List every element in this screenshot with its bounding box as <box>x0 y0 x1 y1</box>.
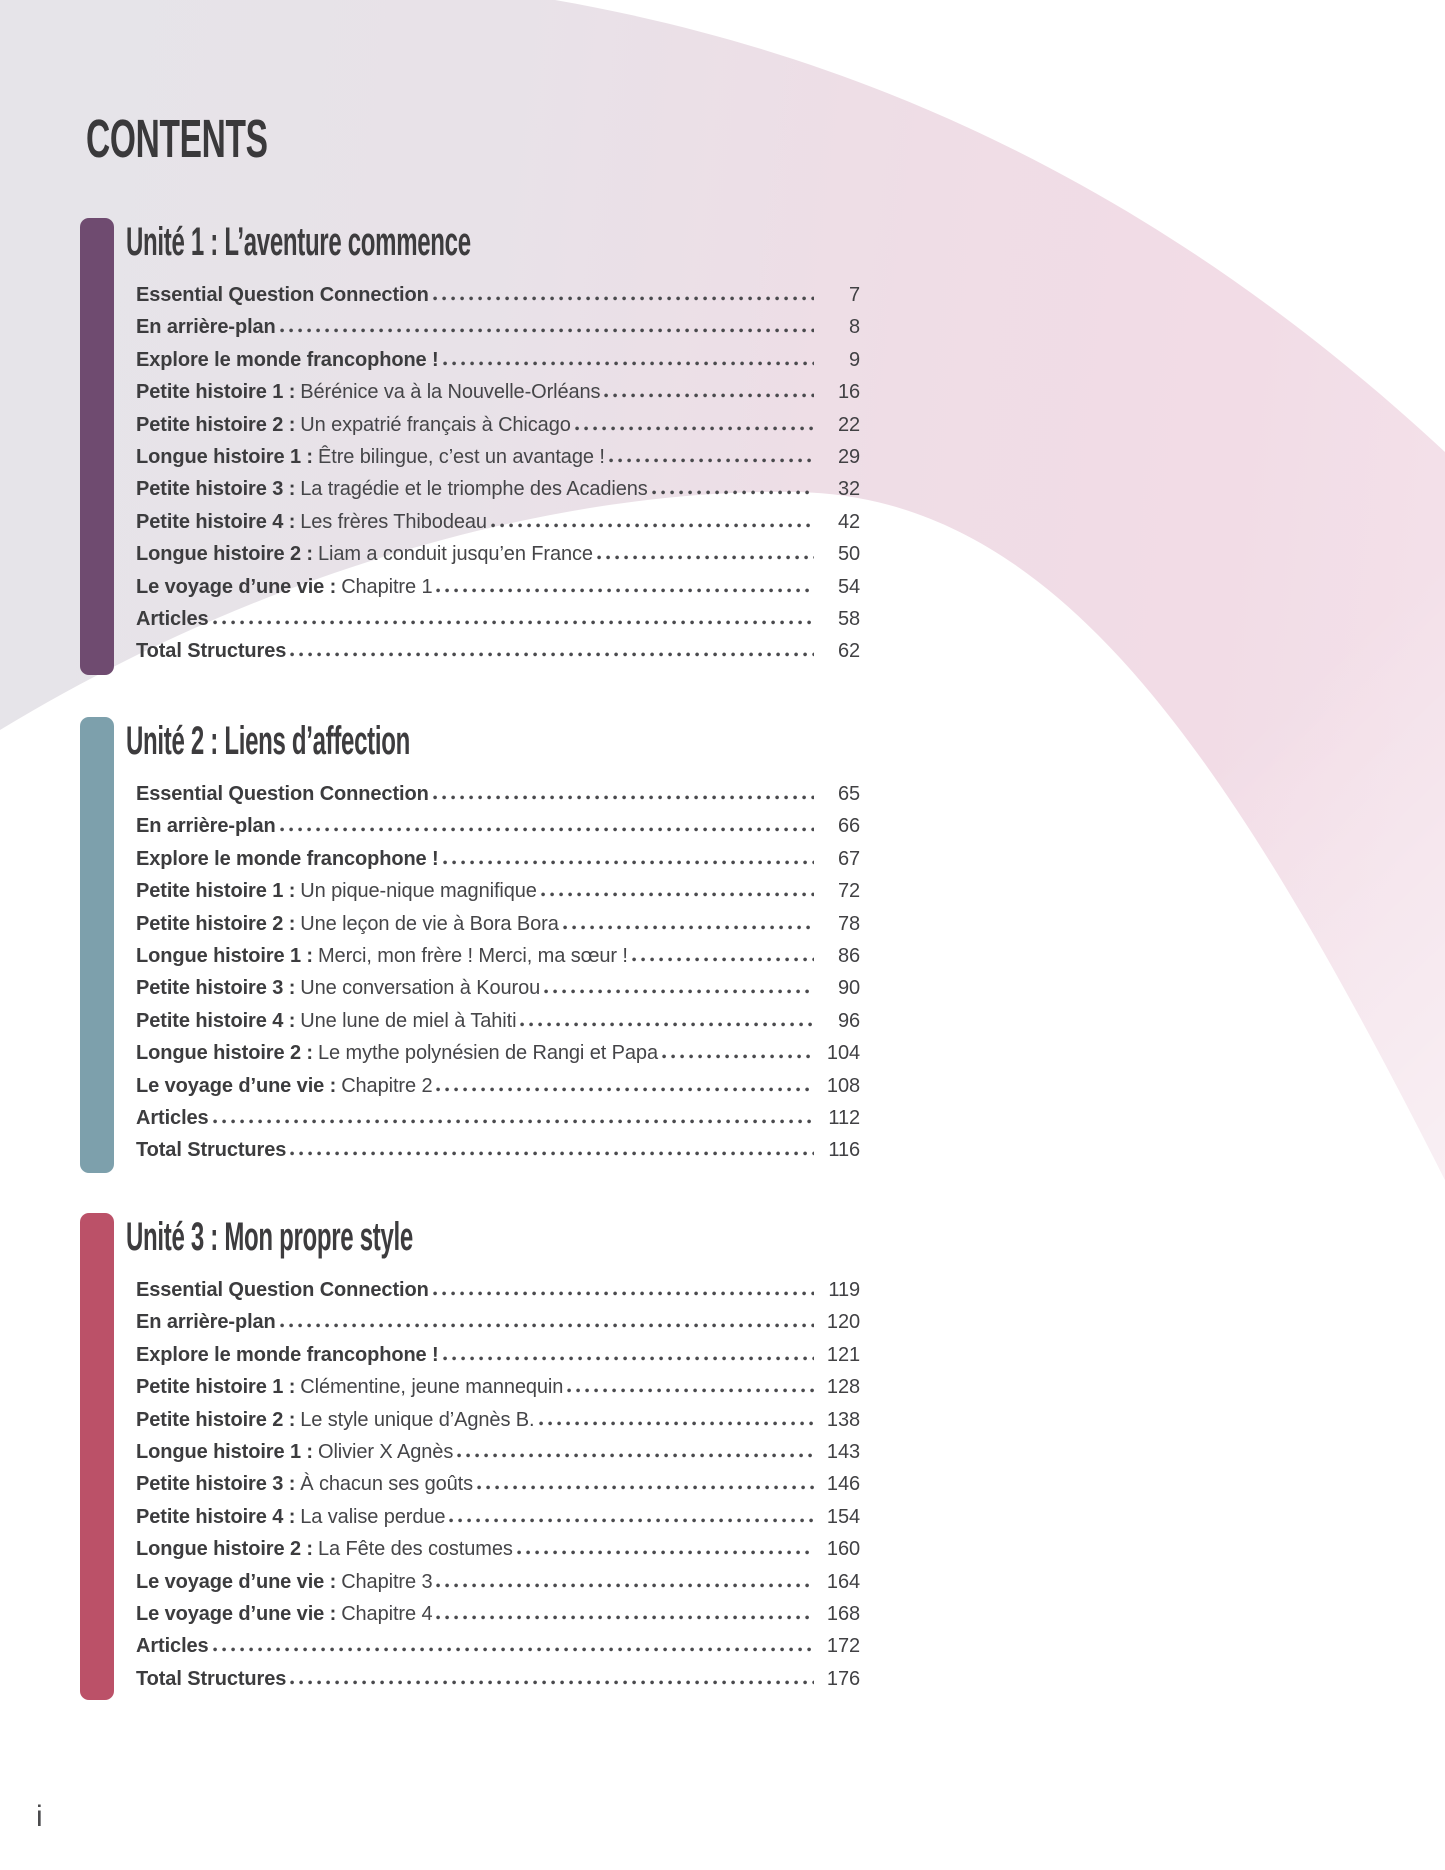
entry-title: La tragédie et le triomphe des Acadiens <box>300 478 648 501</box>
entry-label: En arrière-plan <box>136 316 276 339</box>
entry-page: 168 <box>826 1602 860 1625</box>
toc-entry-row <box>136 940 860 972</box>
dot-leader <box>436 1087 814 1092</box>
entry-page: 128 <box>826 1376 860 1399</box>
entry-page: 120 <box>826 1311 860 1334</box>
unit-2-accent-bar <box>80 717 114 1173</box>
dot-leader <box>541 892 814 897</box>
entry-label: Longue histoire 1 : <box>136 1440 313 1463</box>
entry-title: Chapitre 1 <box>341 575 433 598</box>
toc-entry-row <box>136 1070 860 1102</box>
dot-leader <box>491 523 814 528</box>
toc-entry-row <box>136 635 860 667</box>
entry-page: 9 <box>848 348 860 371</box>
toc-entry-row <box>136 1533 860 1565</box>
toc-entry-row <box>136 1598 860 1630</box>
toc-entry-row <box>136 810 860 842</box>
dot-leader <box>662 1054 814 1059</box>
entry-page: 112 <box>828 1106 860 1129</box>
toc-entry-row <box>136 1630 860 1662</box>
entry-label: Longue histoire 1 : <box>136 944 313 967</box>
entry-label: Longue histoire 2 : <box>136 1538 313 1561</box>
toc-entry-row <box>136 778 860 810</box>
entry-label: Petite histoire 1 : <box>136 1376 296 1399</box>
dot-leader <box>290 1680 814 1685</box>
dot-leader <box>433 1291 814 1296</box>
dot-leader <box>433 296 814 301</box>
entry-page: 138 <box>826 1408 860 1431</box>
entry-title: Olivier X Agnès <box>318 1440 454 1463</box>
entry-title: Liam a conduit jusqu’en France <box>318 543 593 566</box>
entry-title: La valise perdue <box>300 1505 446 1528</box>
dot-leader <box>457 1453 814 1458</box>
dot-leader <box>567 1388 814 1393</box>
entry-page: 172 <box>826 1635 860 1658</box>
entry-page: 108 <box>826 1074 860 1097</box>
entry-title: La Fête des costumes <box>318 1538 513 1561</box>
toc-entry-row <box>136 1566 860 1598</box>
dot-leader <box>213 1647 814 1652</box>
toc-entry-row <box>136 1436 860 1468</box>
unit-section-3 <box>80 1213 860 1700</box>
entry-label: Petite histoire 3 : <box>136 478 296 501</box>
entry-label: Petite histoire 2 : <box>136 413 296 436</box>
entry-label: Longue histoire 2 : <box>136 1042 313 1065</box>
entry-page: 67 <box>837 847 860 870</box>
entry-title: Clémentine, jeune mannequin <box>300 1376 564 1399</box>
entry-page: 22 <box>837 413 860 436</box>
dot-leader <box>652 490 814 495</box>
toc-entry-row <box>136 473 860 505</box>
unit-1-entries <box>136 279 860 668</box>
entry-label: Petite histoire 2 : <box>136 912 296 935</box>
entry-page: 86 <box>837 944 860 967</box>
entry-title: Chapitre 3 <box>341 1570 433 1593</box>
toc-entry-row <box>136 1005 860 1037</box>
dot-leader <box>436 588 814 593</box>
toc-entry-row <box>136 1404 860 1436</box>
entry-page: 90 <box>837 977 860 1000</box>
entry-label: Petite histoire 4 : <box>136 1505 296 1528</box>
entry-label: Explore le monde francophone ! <box>136 348 439 371</box>
dot-leader <box>290 1151 814 1156</box>
unit-3-heading: Unité 3 : Mon propre style <box>126 1215 413 1259</box>
toc-entry-row <box>136 441 860 473</box>
entry-label: En arrière-plan <box>136 815 276 838</box>
entry-title: À chacun ses goûts <box>300 1473 474 1496</box>
entry-title: Bérénice va à la Nouvelle-Orléans <box>300 381 601 404</box>
entry-page: 146 <box>826 1473 860 1496</box>
dot-leader <box>443 860 814 865</box>
entry-title: Une conversation à Kourou <box>300 977 541 1000</box>
toc-entry-row <box>136 409 860 441</box>
entry-label: Petite histoire 4 : <box>136 510 296 533</box>
entry-label: Longue histoire 2 : <box>136 543 313 566</box>
entry-page: 176 <box>826 1667 860 1690</box>
dot-leader <box>604 393 814 398</box>
entry-page: 65 <box>837 783 860 805</box>
toc-entry-row <box>136 279 860 311</box>
toc-entry-row <box>136 1274 860 1306</box>
dot-leader <box>609 458 814 463</box>
entry-page: 8 <box>848 316 860 339</box>
entry-page: 119 <box>828 1279 860 1301</box>
entry-label: Explore le monde francophone ! <box>136 1343 439 1366</box>
entry-label: Articles <box>136 607 209 630</box>
entry-page: 62 <box>837 640 860 663</box>
entry-label: En arrière-plan <box>136 1311 276 1334</box>
unit-3-entries <box>136 1274 860 1695</box>
toc-entry-row <box>136 506 860 538</box>
entry-page: 50 <box>837 543 860 566</box>
entry-title: Chapitre 2 <box>341 1074 433 1097</box>
entry-title: Un expatrié français à Chicago <box>300 413 571 436</box>
entry-label: Petite histoire 1 : <box>136 880 296 903</box>
entry-page: 29 <box>837 445 860 468</box>
toc-entry-row <box>136 908 860 940</box>
unit-1-heading: Unité 1 : L’aventure commence <box>126 220 471 264</box>
toc-entry-row <box>136 571 860 603</box>
dot-leader <box>443 361 814 366</box>
entry-label: Essential Question Connection <box>136 783 429 805</box>
entry-label: Le voyage d’une vie : <box>136 575 337 598</box>
dot-leader <box>539 1421 815 1426</box>
dot-leader <box>433 795 814 800</box>
toc-entry-row <box>136 603 860 635</box>
dot-leader <box>436 1615 814 1620</box>
dot-leader <box>213 620 814 625</box>
entry-title: Merci, mon frère ! Merci, ma sœur ! <box>318 944 628 967</box>
dot-leader <box>280 328 814 333</box>
entry-label: Le voyage d’une vie : <box>136 1602 337 1625</box>
entry-page: 96 <box>837 1009 860 1032</box>
entry-label: Petite histoire 2 : <box>136 1408 296 1431</box>
toc-entry-row <box>136 1501 860 1533</box>
dot-leader <box>290 652 814 657</box>
toc-entry-row <box>136 1037 860 1069</box>
dot-leader <box>213 1119 814 1124</box>
folio-page-number: i <box>36 1800 43 1833</box>
unit-2-heading: Unité 2 : Liens d’affection <box>126 719 410 763</box>
toc-entry-row <box>136 1102 860 1134</box>
entry-page: 116 <box>828 1139 860 1162</box>
entry-page: 54 <box>837 575 860 598</box>
toc-entry-row <box>136 843 860 875</box>
dot-leader <box>517 1550 814 1555</box>
dot-leader <box>449 1518 814 1523</box>
entry-page: 42 <box>837 510 860 533</box>
toc-entry-row <box>136 1306 860 1338</box>
entry-title: Le mythe polynésien de Rangi et Papa <box>318 1042 658 1065</box>
entry-label: Le voyage d’une vie : <box>136 1570 337 1593</box>
toc-entry-row <box>136 1468 860 1500</box>
entry-label: Petite histoire 1 : <box>136 381 296 404</box>
entry-page: 32 <box>837 478 860 501</box>
entry-title: Être bilingue, c’est un avantage ! <box>318 445 605 468</box>
dot-leader <box>597 555 814 560</box>
entry-title: Une lune de miel à Tahiti <box>300 1009 517 1032</box>
entry-title: Une leçon de vie à Bora Bora <box>300 912 559 935</box>
unit-section-1 <box>80 218 860 675</box>
entry-label: Le voyage d’une vie : <box>136 1074 337 1097</box>
toc-entry-row <box>136 376 860 408</box>
entry-label: Longue histoire 1 : <box>136 445 313 468</box>
entry-page: 121 <box>826 1343 860 1366</box>
unit-3-accent-bar <box>80 1213 114 1700</box>
entry-page: 16 <box>837 381 860 404</box>
toc-entry-row <box>136 344 860 376</box>
unit-section-2 <box>80 717 860 1173</box>
dot-leader <box>280 1323 814 1328</box>
entry-page: 78 <box>837 912 860 935</box>
entry-page: 7 <box>848 284 860 306</box>
dot-leader <box>280 827 814 832</box>
entry-title: Un pique-nique magnifique <box>300 880 537 903</box>
entry-label: Petite histoire 4 : <box>136 1009 296 1032</box>
unit-2-entries <box>136 778 860 1167</box>
entry-label: Articles <box>136 1106 209 1129</box>
entry-label: Explore le monde francophone ! <box>136 847 439 870</box>
page-title <box>86 109 379 169</box>
entry-label: Petite histoire 3 : <box>136 977 296 1000</box>
entry-label: Essential Question Connection <box>136 1279 429 1301</box>
toc-entry-row <box>136 311 860 343</box>
toc-entry-row <box>136 1663 860 1695</box>
entry-label: Total Structures <box>136 1139 287 1162</box>
entry-page: 72 <box>837 880 860 903</box>
entry-page: 58 <box>837 607 860 630</box>
entry-page: 164 <box>826 1570 860 1593</box>
dot-leader <box>563 925 814 930</box>
entry-page: 66 <box>837 815 860 838</box>
dot-leader <box>520 1022 814 1027</box>
dot-leader <box>443 1356 814 1361</box>
entry-page: 160 <box>826 1538 860 1561</box>
entry-title: Les frères Thibodeau <box>300 510 487 533</box>
toc-entry-row <box>136 972 860 1004</box>
entry-page: 143 <box>826 1440 860 1463</box>
toc-entry-row <box>136 538 860 570</box>
dot-leader <box>477 1485 814 1490</box>
entry-label: Articles <box>136 1635 209 1658</box>
toc-entry-row <box>136 1134 860 1166</box>
entry-label: Total Structures <box>136 1667 287 1690</box>
entry-label: Essential Question Connection <box>136 284 429 306</box>
dot-leader <box>632 957 814 962</box>
page-title-text: CONTENTS <box>86 109 268 169</box>
dot-leader <box>436 1583 814 1588</box>
entry-page: 104 <box>826 1042 860 1065</box>
entry-label: Total Structures <box>136 640 287 663</box>
toc-entry-row <box>136 1371 860 1403</box>
entry-page: 154 <box>826 1505 860 1528</box>
entry-title: Le style unique d’Agnès B. <box>300 1408 535 1431</box>
dot-leader <box>544 989 814 994</box>
toc-entry-row <box>136 875 860 907</box>
dot-leader <box>575 426 814 431</box>
toc-entry-row <box>136 1339 860 1371</box>
unit-1-accent-bar <box>80 218 114 675</box>
entry-title: Chapitre 4 <box>341 1602 433 1625</box>
entry-label: Petite histoire 3 : <box>136 1473 296 1496</box>
